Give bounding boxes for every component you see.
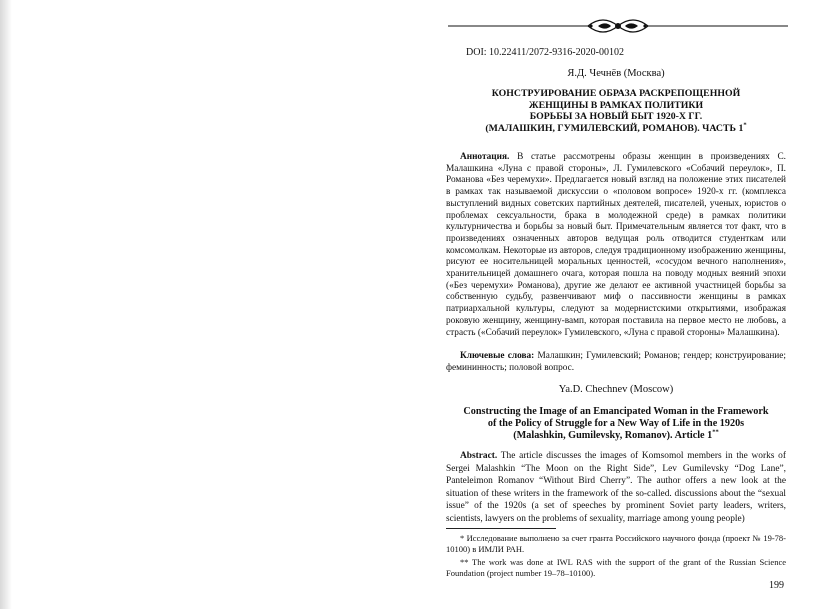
footnote-mark[interactable]: ** bbox=[712, 428, 719, 436]
abstract-en-text: The article discusses the images of Komsomol members in the works of Sergei Malashkin “The Moon on the Right Side”, Lev Gumilevsky “Dog Lane”, Panteleimon Romanov “Without Bird Cherry”. The author offers a new look at the situation of these writers in the framework of the so-called. discussions about the “sexual issue” of the 1920s (a set of speeches by prominent Soviet party leaders, writers, scientists, lawyers on the problems of sexuality, marriage among young people) bbox=[446, 451, 786, 524]
header-ornament-icon bbox=[448, 14, 788, 38]
footnote-1: * Исследование выполнено за счет гранта Российского научного фонда (проект № 19-78-10100) в ИМЛИ РАН. bbox=[446, 533, 786, 554]
footnote-divider bbox=[446, 528, 556, 529]
abstract-ru-label: Аннотация. bbox=[460, 152, 510, 162]
title-ru-line: КОНСТРУИРОВАНИЕ ОБРАЗА РАСКРЕПОЩЕННОЙ bbox=[491, 88, 741, 99]
abstract-en-label: Abstract. bbox=[460, 451, 498, 461]
title-en-line bbox=[446, 430, 786, 442]
author-en: Ya.D. Chechnev (Moscow) bbox=[558, 384, 674, 395]
title-en-line: Constructing the Image of an Emancipated Woman in the Framework bbox=[463, 406, 769, 417]
author-ru: Я.Д. Чечнёв (Москва) bbox=[567, 68, 665, 79]
title-ru-last-line: (МАЛАШКИН, ГУМИЛЕВСКИЙ, РОМАНОВ). ЧАСТЬ 1 bbox=[485, 122, 744, 134]
title-ru bbox=[446, 88, 786, 134]
title-ru-line: ЖЕНЩИНЫ В РАМКАХ ПОЛИТИКИ bbox=[528, 99, 704, 111]
keywords-ru-label: Ключевые слова: bbox=[460, 351, 535, 361]
keywords-ru bbox=[446, 351, 786, 374]
page-number: 199 bbox=[769, 580, 784, 591]
abstract-en bbox=[446, 450, 786, 526]
footnote-mark[interactable]: * bbox=[743, 121, 747, 129]
title-en-last-line: (Malashkin, Gumilevsky, Romanov). Article 1 bbox=[513, 430, 713, 441]
footnote-2: ** The work was done at IWL RAS with the support of the grant of the Russian Science Foundation (project number 19–78–10100). bbox=[446, 557, 786, 578]
abstract-ru-text: В статье рассмотрены образы женщин в произведениях С. Малашкина «Луна с правой стороны», Л. Гумилевского «Собачий переулок», П. Романова «Без черемухи». Предлагается новый взгляд на положение этих писателей в рамках так называемой дискуссии о «половом вопросе» 1920-х гг. (комплекса выступлений видных советских партийных деятелей, писателей, ученых, юристов о проблемах сексуальности, брака в молодежной среде) в рамках политики культурничества и борьбы за новый быт. Примечательным является тот факт, что в произведениях означенных авторов ведущая роль отводится студенткам или комсомолкам. Некоторые из авторов, следуя традиционному изображению женщины, рисуют ее носительницей моральных ценностей, «сосудом вечного наполнения», хранительницей домашнего очага, которая пошла на поводу модных веяний эпохи («Без черемухи» Романова), другие же делают ее активной участницей борьбы за собственную судьбу, развенчивают миф о пассивности женщины в рамках патриархальной культуры, следуют за модернистскими открытиями, изображая роковую женщину, женщину-вамп, которая поставила на первое место не любовь, а страсть («Собачий переулок» Гумилевского, «Луна с правой стороны» Малашкина). bbox=[446, 152, 786, 338]
title-ru-line bbox=[446, 123, 786, 135]
keywords-ru-text: Малашкин; Гумилевский; Романов; гендер; конструирование; фемининность; половой вопрос. bbox=[446, 351, 786, 373]
title-ru-line: БОРЬБЫ ЗА НОВЫЙ БЫТ 1920-Х ГГ. bbox=[529, 111, 703, 122]
doi[interactable]: DOI: 10.22411/2072-9316-2020-00102 bbox=[466, 47, 624, 58]
title-en-line: of the Policy of Struggle for a New Way of Life in the 1920s bbox=[487, 418, 745, 429]
abstract-ru bbox=[446, 152, 786, 339]
title-en bbox=[446, 406, 786, 442]
page-gutter-shadow bbox=[0, 0, 12, 609]
